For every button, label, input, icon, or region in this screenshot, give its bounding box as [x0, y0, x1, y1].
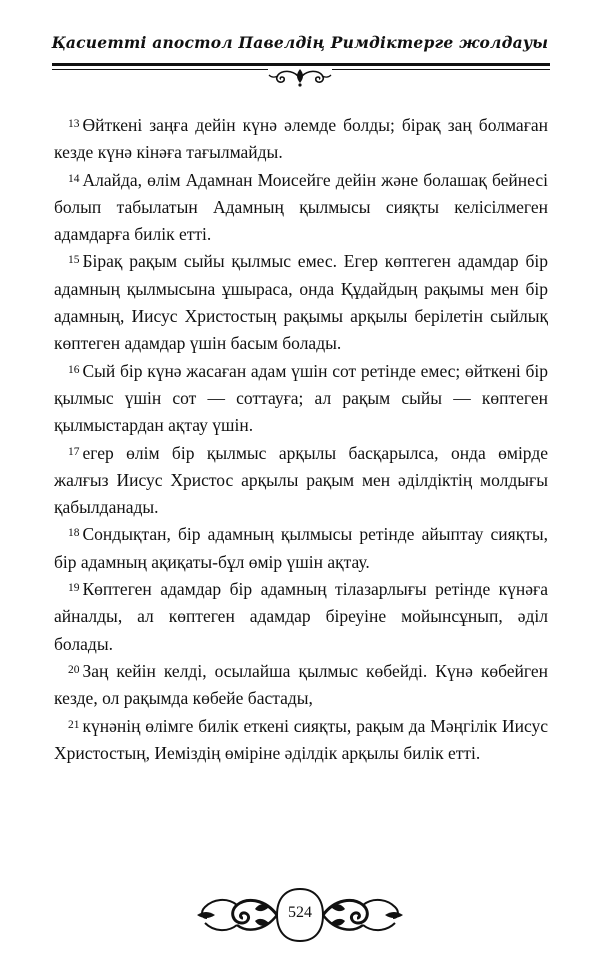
running-header-title: Қасиетті апостол Павелдің Римдіктерге жолдауы	[51, 33, 549, 52]
verse-number: 18	[68, 527, 80, 540]
verse-number: 20	[68, 663, 80, 676]
verse-18	[54, 521, 548, 576]
verse-text: Заң кейін келді, осылайша қылмыс көбейді. Күнә көбейген кезде, ол рақымда көбейе бастады,	[54, 660, 548, 709]
verse-13	[54, 112, 548, 167]
verse-number: 15	[68, 254, 80, 267]
verse-14	[54, 167, 548, 249]
verse-20	[54, 658, 548, 713]
verse-number: 13	[68, 118, 80, 130]
verse-text: Сондықтан, бір адамның қылмысы ретінде айыптау сияқты, бір адамның ақиқаты-бұл өмір үшін ақтау.	[54, 524, 548, 572]
verse-text: Өйткені заңға дейін күнә әлемде болды; бірақ заң болмаған кезде күнә кінәға тағылмайды.	[54, 115, 548, 163]
verse-text: Алайда, өлім Адамнан Моисейге дейін және болашақ бейнесі болып табылатын Адамның қылмысы сияқты келісілмеген адамдарға билік етті.	[54, 169, 548, 245]
verse-number: 17	[68, 445, 80, 458]
verse-number: 21	[68, 718, 80, 731]
scripture-text	[54, 112, 548, 767]
page-number: 524	[288, 904, 312, 921]
verse-19	[54, 576, 548, 658]
verse-16	[54, 358, 548, 440]
header-ornament-icon	[268, 66, 332, 88]
verse-15	[54, 248, 548, 357]
verse-text: егер өлім бір қылмыс арқылы басқарылса, онда өмірде жалғыз Иисус Христос арқылы рақым мен әділдіктің молдығы қабылданады.	[54, 442, 548, 518]
verse-number: 16	[68, 363, 80, 376]
verse-number: 14	[68, 172, 80, 185]
verse-text: Көптеген адамдар бір адамның тілазарлығы ретінде күнәға айналды, ал көптеген адамдар біреуіне мойынсұнып, әділ болады.	[54, 579, 548, 654]
verse-text: Сый бір күнә жасаған адам үшін сот ретінде емес; өйткені бір қылмыс үшін сот — соттауға; ал рақым сыйы — көптеген қылмыстардан ақтау үшін.	[54, 360, 548, 436]
verse-text: Бірақ рақым сыйы қылмыс емес. Егер көптеген адамдар бір адамның қылмысына ұшыраса, онда Құдайдың рақымы мен бір адамның, Иисус Христостың рақымы арқылы берілетін сыйлық көптеген адамдар үшін басым болады.	[54, 251, 548, 354]
verse-number: 19	[68, 582, 80, 595]
verse-text: күнәнің өлімге билік еткені сияқты, рақым да Мәңгілік Иисус Христостың, Иеміздің өміріне әділдік арқылы билік етті.	[54, 715, 548, 763]
verse-21	[54, 713, 548, 768]
verse-17	[54, 440, 548, 522]
